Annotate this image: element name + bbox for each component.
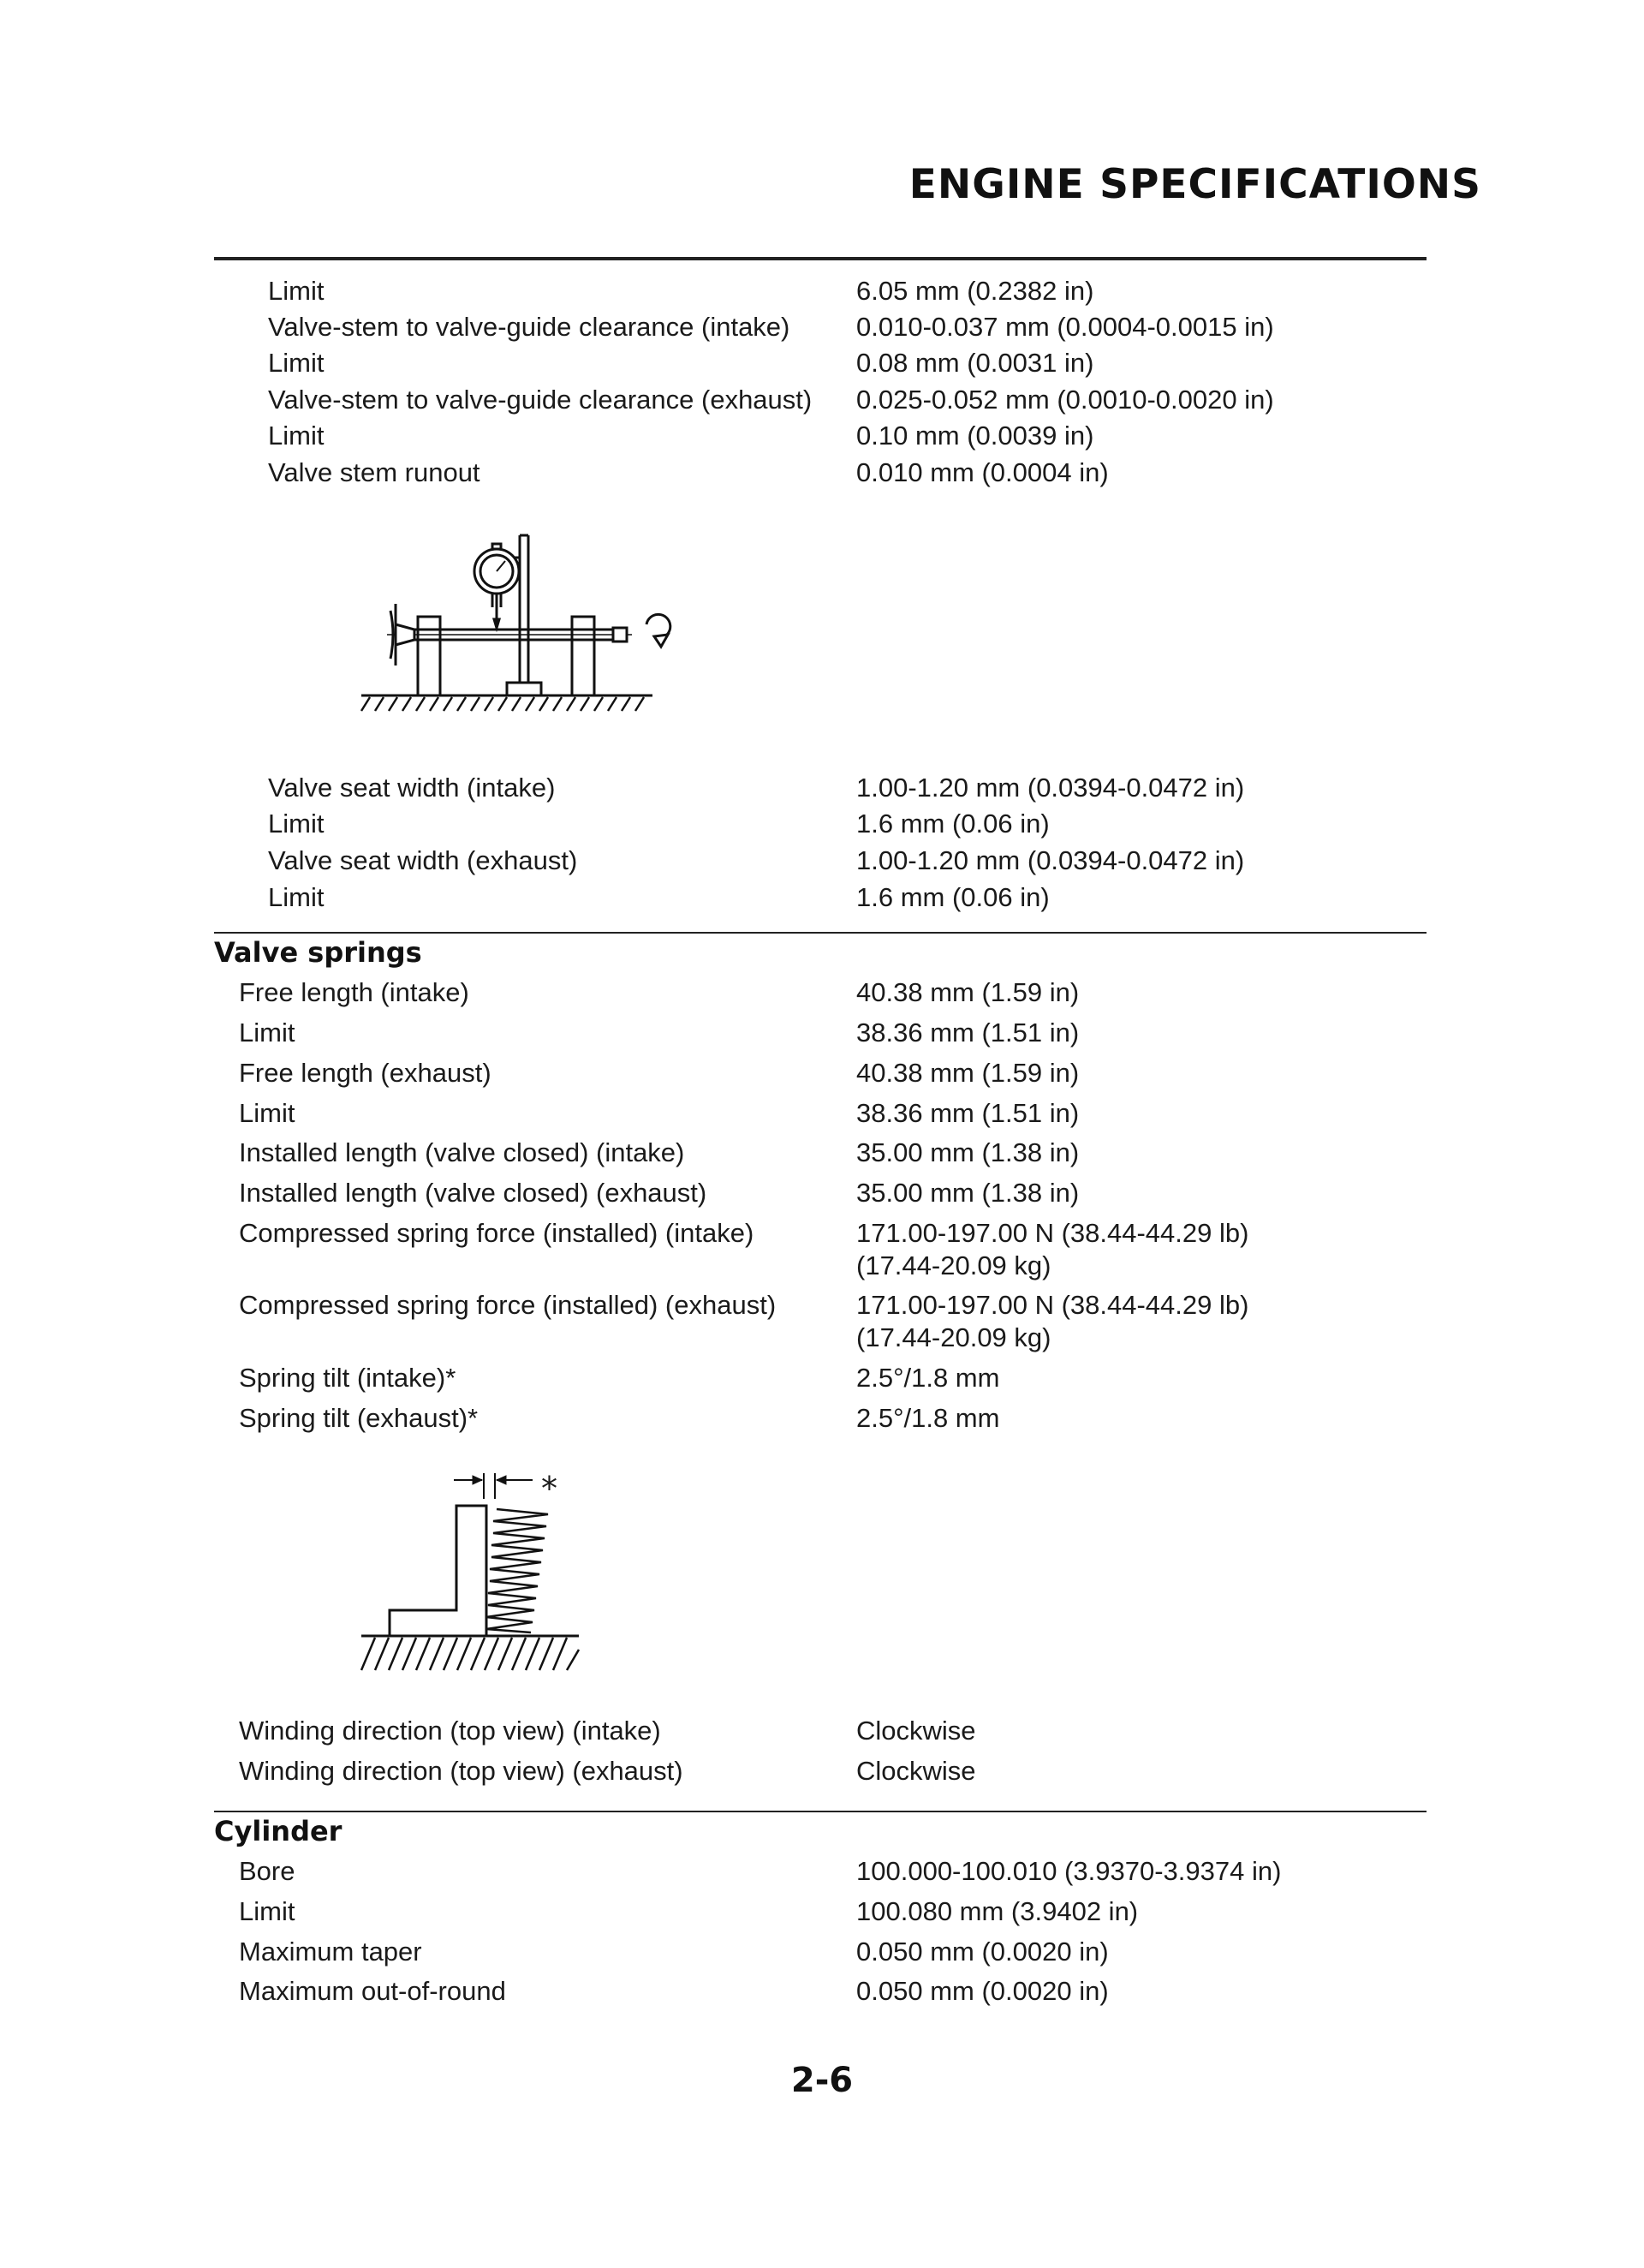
spec-label: Limit <box>268 348 325 378</box>
spec-value: 171.00-197.00 N (38.44-44.29 lb) <box>856 1218 1249 1248</box>
spec-label: Limit <box>268 421 325 451</box>
spec-value: 35.00 mm (1.38 in) <box>856 1137 1080 1167</box>
spec-value: 38.36 mm (1.51 in) <box>856 1018 1080 1047</box>
valve-runout-figure <box>342 518 702 715</box>
spec-label: Compressed spring force (installed) (exhaust) <box>239 1290 777 1320</box>
spec-value: 0.010 mm (0.0004 in) <box>856 457 1109 487</box>
spec-label: Valve-stem to valve-guide clearance (intake) <box>268 312 790 342</box>
spec-value: 2.5°/1.8 mm <box>856 1363 1000 1393</box>
spec-label: Valve stem runout <box>268 457 480 487</box>
spec-value: 0.10 mm (0.0039 in) <box>856 421 1094 451</box>
spec-value: 171.00-197.00 N (38.44-44.29 lb) <box>856 1290 1249 1320</box>
spec-value: 6.05 mm (0.2382 in) <box>856 276 1094 306</box>
spec-label: Limit <box>268 882 325 912</box>
spec-label: Limit <box>239 1018 295 1047</box>
spec-label: Limit <box>268 809 325 839</box>
spec-value: 1.00-1.20 mm (0.0394-0.0472 in) <box>856 845 1245 875</box>
spec-value: 1.6 mm (0.06 in) <box>856 882 1050 912</box>
spec-value: 40.38 mm (1.59 in) <box>856 1058 1080 1088</box>
spec-value: 1.00-1.20 mm (0.0394-0.0472 in) <box>856 773 1245 803</box>
spec-label: Valve seat width (exhaust) <box>268 845 578 875</box>
section-title-valve-springs: Valve springs <box>214 936 422 969</box>
section-title-cylinder: Cylinder <box>214 1815 342 1847</box>
spec-value: (17.44-20.09 kg) <box>856 1250 1051 1280</box>
spec-label: Compressed spring force (installed) (intake) <box>239 1218 754 1248</box>
spec-value: 100.000-100.010 (3.9370-3.9374 in) <box>856 1856 1282 1886</box>
spec-value: 35.00 mm (1.38 in) <box>856 1178 1080 1208</box>
spec-label: Valve seat width (intake) <box>268 773 556 803</box>
spec-value: 2.5°/1.8 mm <box>856 1403 1000 1433</box>
spec-label: Free length (intake) <box>239 977 469 1007</box>
spec-label: Bore <box>239 1856 295 1886</box>
section-divider <box>214 1811 1427 1812</box>
spring-tilt-figure <box>342 1456 599 1696</box>
spec-label: Limit <box>268 276 325 306</box>
spec-label: Installed length (valve closed) (intake) <box>239 1137 685 1167</box>
spec-value: 0.050 mm (0.0020 in) <box>856 1976 1109 2006</box>
spec-label: Spring tilt (intake)* <box>239 1363 456 1393</box>
spec-value: 0.025-0.052 mm (0.0010-0.0020 in) <box>856 385 1274 415</box>
spec-value: 0.050 mm (0.0020 in) <box>856 1937 1109 1967</box>
spec-value: 40.38 mm (1.59 in) <box>856 977 1080 1007</box>
spec-value: Clockwise <box>856 1716 976 1746</box>
spec-value: (17.44-20.09 kg) <box>856 1322 1051 1352</box>
spec-label: Valve-stem to valve-guide clearance (exhaust) <box>268 385 813 415</box>
figure-asterisk: * <box>541 1470 557 1507</box>
spec-value: 0.010-0.037 mm (0.0004-0.0015 in) <box>856 312 1274 342</box>
spec-value: 1.6 mm (0.06 in) <box>856 809 1050 839</box>
spec-label: Free length (exhaust) <box>239 1058 491 1088</box>
spec-label: Winding direction (top view) (exhaust) <box>239 1756 683 1786</box>
spec-value: 38.36 mm (1.51 in) <box>856 1098 1080 1128</box>
spec-label: Maximum taper <box>239 1937 422 1967</box>
spec-label: Limit <box>239 1098 295 1128</box>
spec-value: 0.08 mm (0.0031 in) <box>856 348 1094 378</box>
spec-label: Installed length (valve closed) (exhaust) <box>239 1178 707 1208</box>
spec-label: Limit <box>239 1896 295 1926</box>
header-rule <box>214 257 1427 260</box>
page-number: 2-6 <box>790 2061 854 2100</box>
page-title: ENGINE SPECIFICATIONS <box>908 161 1481 208</box>
spec-label: Winding direction (top view) (intake) <box>239 1716 661 1746</box>
spec-label: Maximum out-of-round <box>239 1976 506 2006</box>
spec-value: Clockwise <box>856 1756 976 1786</box>
spec-value: 100.080 mm (3.9402 in) <box>856 1896 1139 1926</box>
spec-label: Spring tilt (exhaust)* <box>239 1403 479 1433</box>
section-divider <box>214 932 1427 934</box>
